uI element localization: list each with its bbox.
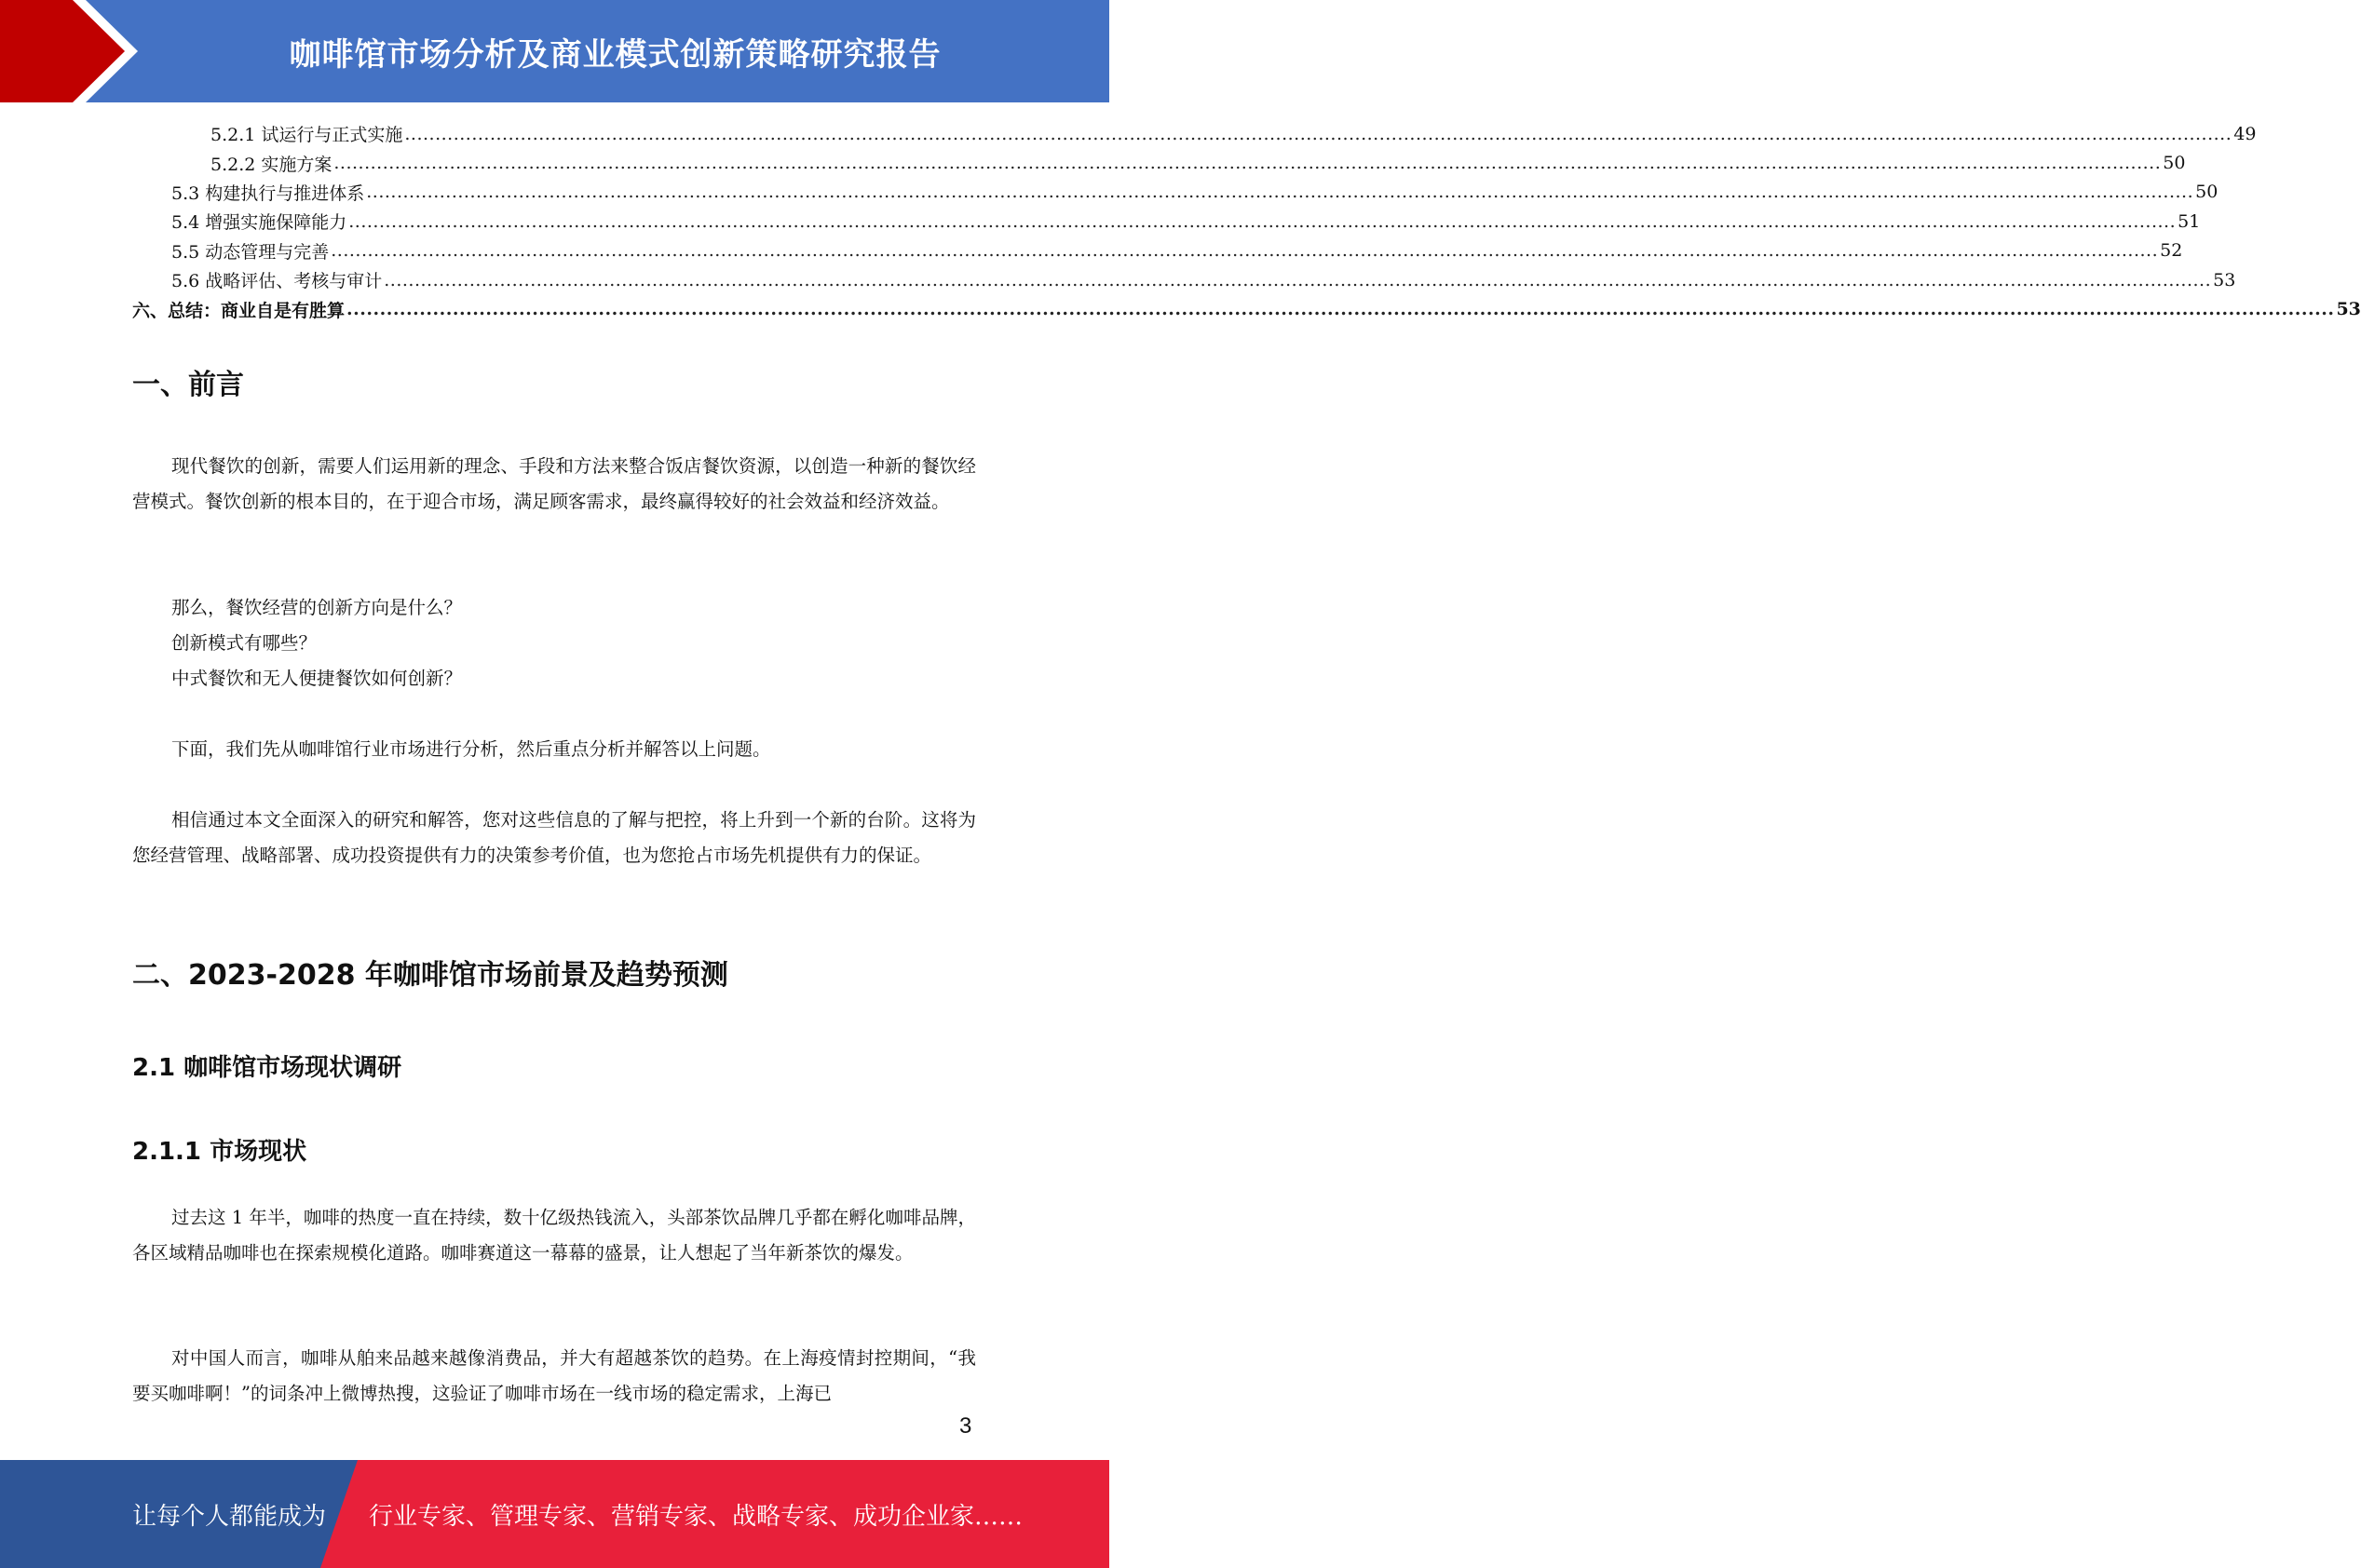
question-line-1: 那么，餐饮经营的创新方向是什么？ (171, 597, 463, 618)
toc-entry[interactable] (132, 178, 2219, 207)
toc-leader-dots: ............................................................................................................................................................................................................................................................................................................ (331, 240, 2159, 262)
section-heading-forecast: 二、2023-2028 年咖啡馆市场前景及趋势预测 (132, 959, 728, 992)
toc-entry[interactable] (132, 265, 2236, 294)
toc-entry[interactable] (132, 237, 2183, 265)
toc-entry-page: 53 (2336, 299, 2361, 320)
section-heading-preface: 一、前言 (132, 369, 244, 401)
toc-entry-label: 5.5 动态管理与完善 (171, 238, 331, 264)
subsection-heading-2-1-1: 2.1.1 市场现状 (132, 1138, 307, 1166)
table-of-contents (132, 119, 2361, 324)
toc-leader-dots: ............................................................................................................................................................................................................................................................................................................ (348, 210, 2177, 232)
preface-paragraph-3: 相信通过本文全面深入的研究和解答，您对这些信息的了解与把控，将上升到一个新的台阶。这将为您经营管理、战略部署、成功投资提供有力的决策参考价值，也为您抢占市场先机提供有力的保证。 (132, 809, 976, 866)
toc-entry-label: 5.6 战略评估、考核与审计 (171, 267, 384, 292)
toc-leader-dots: ............................................................................................................................................................................................................................................................................................................ (366, 182, 2194, 203)
toc-leader-dots: ............................................................................................................................................................................................................................................................................................................ (384, 269, 2212, 291)
toc-entry-label: 5.3 构建执行与推进体系 (171, 180, 366, 205)
toc-entry-label: 5.4 增强实施保障能力 (171, 209, 348, 234)
toc-entry-label: 六、总结：商业自是有胜算 (132, 297, 346, 322)
toc-leader-dots: ............................................................................................................................................................................................................................................................................................................ (333, 153, 2162, 174)
toc-entry[interactable] (132, 119, 2257, 148)
toc-leader-dots: ............................................................................................................................................................................................................................................................................................................ (346, 299, 2335, 320)
toc-entry[interactable] (132, 148, 2186, 177)
header-red-arrow-icon (0, 0, 140, 102)
toc-entry-page: 49 (2233, 123, 2257, 144)
market-paragraph-2: 对中国人而言，咖啡从舶来品越来越像消费品，并大有超越茶饮的趋势。在上海疫情封控期间，“我要买咖啡啊！”的词条冲上微博热搜，这验证了咖啡市场在一线市场的稳定需求，上海已 (132, 1347, 976, 1404)
report-title: 咖啡馆市场分析及商业模式创新策略研究报告 (289, 35, 942, 74)
footer-slogan-right: 行业专家、管理专家、营销专家、战略专家、成功企业家…… (369, 1502, 1024, 1531)
toc-entry-label: 5.2.2 实施方案 (210, 151, 333, 176)
subsection-heading-2-1: 2.1 咖啡馆市场现状调研 (132, 1054, 402, 1082)
toc-entry[interactable] (132, 294, 2361, 323)
footer-bar (0, 1460, 1109, 1568)
preface-paragraph-2: 下面，我们先从咖啡馆行业市场进行分析，然后重点分析并解答以上问题。 (171, 738, 771, 760)
header-bar (0, 0, 1109, 102)
toc-entry[interactable] (132, 207, 2201, 236)
toc-entry-label: 5.2.1 试运行与正式实施 (210, 121, 404, 146)
question-line-2: 创新模式有哪些？ (171, 632, 318, 654)
footer-slogan-left: 让每个人都能成为 (132, 1502, 327, 1531)
market-paragraph-1: 过去这 1 年半，咖啡的热度一直在持续，数十亿级热钱流入，头部茶饮品牌几乎都在孵化咖啡品牌，各区域精品咖啡也在探索规模化道路。咖啡赛道这一幕幕的盛景，让人想起了当年新茶饮的爆发。 (132, 1207, 976, 1264)
toc-entry-page: 51 (2178, 210, 2201, 232)
toc-entry-page: 50 (2163, 153, 2186, 174)
page-number: 3 (959, 1413, 972, 1439)
toc-leader-dots: ............................................................................................................................................................................................................................................................................................................ (404, 123, 2232, 144)
question-line-3: 中式餐饮和无人便捷餐饮如何创新？ (171, 668, 463, 689)
toc-entry-page: 50 (2195, 182, 2219, 203)
toc-entry-page: 53 (2213, 269, 2236, 291)
preface-paragraph-1: 现代餐饮的创新，需要人们运用新的理念、手段和方法来整合饭店餐饮资源，以创造一种新的餐饮经营模式。餐饮创新的根本目的，在于迎合市场，满足顾客需求，最终赢得较好的社会效益和经济效益。 (132, 455, 976, 512)
toc-entry-page: 52 (2160, 240, 2183, 262)
